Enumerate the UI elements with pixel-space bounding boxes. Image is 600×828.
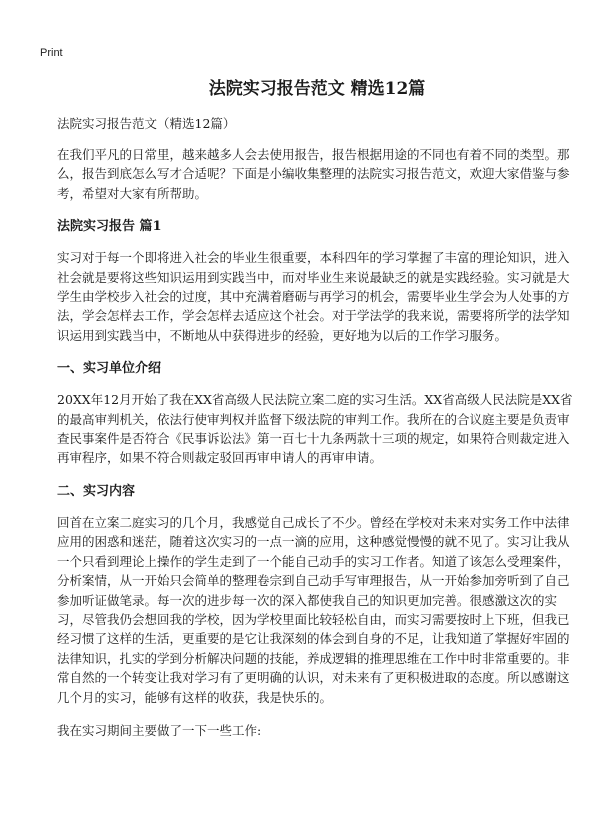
section-paragraph-unit-intro: 20XX年12月开始了我在XX省高级人民法院立案二庭的实习生活。XX省高级人民法院是XX省的最高审判机关，依法行使审判权并监督下级法院的审判工作。我所在的合议庭主要是负责审查民事案件是否符合《民事诉讼法》第一百七十九条两款十三项的规定，如果符合则裁定进入再审程序，如果不符合则裁定驳回再审申请人的再审申请。 [57,392,573,466]
section-heading-essay-1: 法院实习报告 篇1 [57,219,162,235]
section-paragraph-internship-content: 回首在立案二庭实习的几个月，我感觉自己成长了不少。曾经在学校对未来对实务工作中法律应用的困惑和迷茫，随着这次实习的一点一滴的应用，这种感觉慢慢的就不见了。实习让我从一个只看到理论上操作的学生走到了一个能自己动手的实习工作者。知道了该怎么受理案件，分析案情，从一开始只会简单的整理卷宗到自己动手写审理报告，从一开始参加旁听到了自己参加听证做笔录。每一次的进步每一次的深入都使我自己的知识更加完善。很感激这次的实习，尽管我仍会想回我的学校，因为学校里面比较轻松自由，而实习需要按时上下班，但我已经习惯了这样的生活，更重要的是它让我深刻的体会到自身的不足，让我知道了掌握好牢固的法律知识，扎实的学到分析解决问题的技能，养成逻辑的推理思维在工作中时非常重要的。非常自然的一个转变让我对学习有了更明确的认识，对未来有了更积极进取的态度。所以感谢这几个月的实习，能够有这样的收获，我是快乐的。 [57,514,570,705]
print-link[interactable]: Print [40,47,63,59]
section-heading-internship-content: 二、实习内容 [57,483,136,499]
document-subtitle: 法院实习报告范文（精选12篇） [57,116,236,131]
section-paragraph-essay-1: 实习对于每一个即将进入社会的毕业生很重要，本科四年的学习掌握了丰富的理论知识，进入社会就是要将这些知识运用到实践当中，而对毕业生来说最缺乏的就是实践经验。实习就是大学生由学校步入社会的过度，其中充满着磨砺与再学习的机会，需要毕业生学会为人处事的方法，学会怎样去工作，学会怎样去适应这个社会。对于学法学的我来说，需要将所学的法学知识运用到实践当中，不断地从中获得进步的经验，更好地为以后的工作学习服务。 [57,250,570,343]
document-body [57,78,577,754]
document-title: 法院实习报告范文 精选12篇 [208,79,426,99]
section-heading-unit-intro: 一、实习单位介绍 [57,361,162,377]
closing-paragraph: 我在实习期间主要做了一下一些工作: [57,722,262,738]
intro-paragraph: 在我们平凡的日常里，越来越多人会去使用报告，报告根据用途的不同也有着不同的类型。那么，报告到底怎么写才合适呢？下面是小编收集整理的法院实习报告范文，欢迎大家借鉴与参考，希望对大家有所帮助。 [57,147,570,201]
